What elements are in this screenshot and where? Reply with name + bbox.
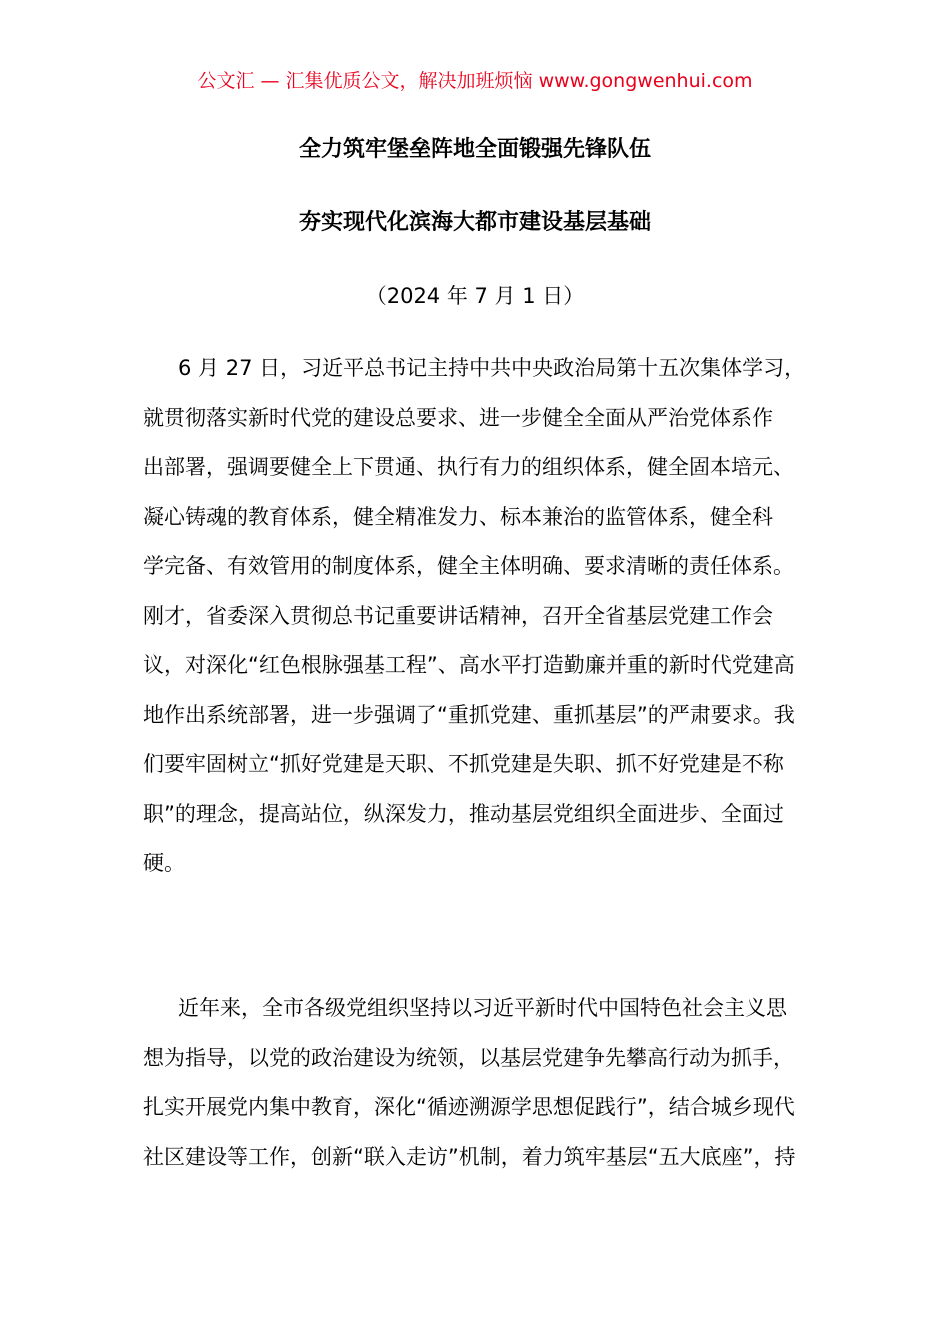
document-date: （2024 年 7 月 1 日）: [365, 284, 585, 308]
paragraph-line: 出部署，强调要健全上下贯通、执行有力的组织体系，健全固本培元、: [143, 455, 794, 479]
paragraph-line: 硬。: [143, 851, 185, 875]
paragraph-line: 社区建设等工作，创新“联入走访”机制，着力筑牢基层“五大底座”，持: [143, 1144, 796, 1169]
paragraph-line: 想为指导，以党的政治建设为统领，以基层党建争先攀高行动为抓手，: [143, 1045, 794, 1070]
document-title-line-1: 全力筑牢堡垒阵地全面锻强先锋队伍: [298, 137, 651, 162]
paragraph-line: 近年来，全市各级党组织坚持以习近平新时代中国特色社会主义思: [178, 996, 787, 1020]
document-title-line-2: 夯实现代化滨海大都市建设基层基础: [298, 210, 651, 235]
paragraph-line: 们要牢固树立“抓好党建是天职、不抓党建是失职、抓不好党建是不称: [143, 752, 784, 776]
paragraph-line: 职”的理念，提高站位，纵深发力，推动基层党组织全面进步、全面过: [143, 801, 784, 826]
paragraph-line: 扎实开展党内集中教育，深化“循迹溯源学思想促践行”，结合城乡现代: [143, 1095, 795, 1119]
paragraph-line: 地作出系统部署，进一步强调了“重抓党建、重抓基层”的严肃要求。我: [143, 702, 795, 727]
paragraph-line: 凝心铸魂的教育体系，健全精准发力、标本兼治的监管体系，健全科: [143, 504, 773, 529]
paragraph-line: 议，对深化“红色根脉强基工程”、高水平打造勤廉并重的新时代党建高: [143, 653, 795, 677]
paragraph-1: [143, 344, 811, 889]
paragraph-line: 刚才，省委深入贯彻总书记重要讲话精神，召开全省基层党建工作会: [143, 603, 773, 628]
paragraph-line: 学完备、有效管用的制度体系，健全主体明确、要求清晰的责任体系。: [143, 554, 794, 578]
paragraph-line: 6 月 27 日，习近平总书记主持中共中央政治局第十五次集体学习，: [178, 356, 806, 380]
paragraph-line: 就贯彻落实新时代党的建设总要求、进一步健全全面从严治党体系作: [143, 405, 773, 430]
paragraph-2: [143, 984, 811, 1182]
site-header-banner: 公文汇 — 汇集优质公文，解决加班烦恼 www.gongwenhui.com: [197, 70, 753, 92]
